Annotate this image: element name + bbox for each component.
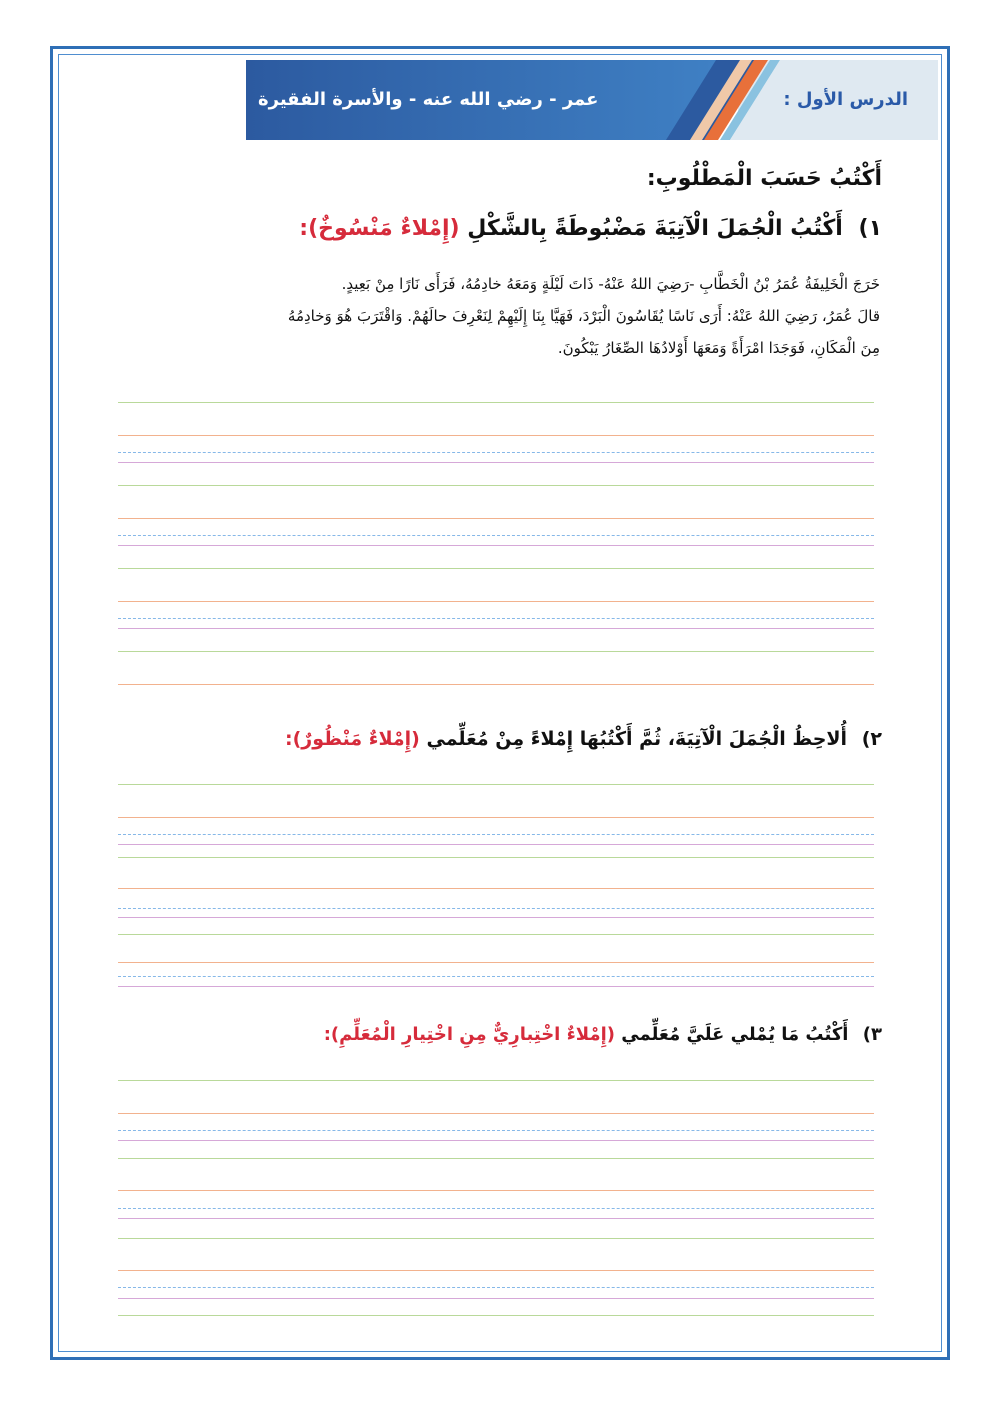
writing-guide-line bbox=[118, 1287, 874, 1288]
question-3-text: أَكْتُبُ مَا يُمْلي عَلَيَّ مُعَلِّمي bbox=[621, 1024, 849, 1045]
writing-guide-line bbox=[118, 568, 874, 569]
writing-guide-line bbox=[118, 857, 874, 858]
writing-guide-line bbox=[118, 1298, 874, 1299]
writing-guide-line bbox=[118, 917, 874, 918]
question-1 bbox=[299, 216, 882, 241]
writing-guide-line bbox=[118, 452, 874, 453]
question-1-number: ١) bbox=[858, 216, 882, 241]
writing-guide-line bbox=[118, 535, 874, 536]
writing-guide-line bbox=[118, 976, 874, 977]
question-3-number: ٣) bbox=[862, 1024, 882, 1045]
writing-guide-line bbox=[118, 485, 874, 486]
question-2-number: ٢) bbox=[861, 728, 882, 750]
writing-guide-line bbox=[118, 1270, 874, 1271]
writing-guide-line bbox=[118, 888, 874, 889]
writing-lines-2[interactable] bbox=[118, 784, 874, 994]
writing-guide-line bbox=[118, 435, 874, 436]
writing-guide-line bbox=[118, 628, 874, 629]
writing-guide-line bbox=[118, 986, 874, 987]
writing-guide-line bbox=[118, 1140, 874, 1141]
writing-guide-line bbox=[118, 1238, 874, 1239]
writing-guide-line bbox=[118, 402, 874, 403]
question-3-tag: (إِمْلاءٌ اخْتِبارِيٌّ مِنِ اخْتِيارِ الْمُعَلِّمِ): bbox=[323, 1024, 616, 1045]
question-2-text: أُلاحِظُ الْجُمَلَ الْآتِيَةَ، ثُمَّ أَكْتُبُهَا إِمْلاءً مِنْ مُعَلِّمي bbox=[426, 728, 848, 750]
passage-line: خَرَجَ الْخَلِيفَةُ عُمَرُ بْنُ الْخَطَّابِ -رَضِيَ اللهُ عَنْهُ- ذَاتَ لَيْلَةٍ وَمَعَهُ خادِمُهُ، فَرَأَى نَارًا مِنْ بَعِيدٍ. bbox=[341, 275, 880, 293]
writing-guide-line bbox=[118, 1080, 874, 1081]
question-1-tag: (إِمْلاءٌ مَنْسُوخٌ): bbox=[299, 216, 460, 241]
lesson-label: الدرس الأول : bbox=[783, 89, 908, 110]
writing-guide-line bbox=[118, 934, 874, 935]
writing-guide-line bbox=[118, 618, 874, 619]
writing-guide-line bbox=[118, 844, 874, 845]
writing-guide-line bbox=[118, 908, 874, 909]
writing-guide-line bbox=[118, 601, 874, 602]
question-2 bbox=[285, 728, 882, 750]
question-2-tag: (إِمْلاءٌ مَنْظُورٌ): bbox=[284, 728, 420, 750]
writing-guide-line bbox=[118, 545, 874, 546]
writing-lines-3[interactable] bbox=[118, 1080, 874, 1340]
writing-guide-line bbox=[118, 962, 874, 963]
writing-guide-line bbox=[118, 1315, 874, 1316]
writing-guide-line bbox=[118, 834, 874, 835]
writing-guide-line bbox=[118, 817, 874, 818]
writing-guide-line bbox=[118, 1158, 874, 1159]
writing-guide-line bbox=[118, 518, 874, 519]
writing-guide-line bbox=[118, 684, 874, 685]
writing-lines-1[interactable] bbox=[118, 402, 874, 692]
writing-guide-line bbox=[118, 784, 874, 785]
writing-guide-line bbox=[118, 1113, 874, 1114]
writing-guide-line bbox=[118, 1130, 874, 1131]
writing-guide-line bbox=[118, 1190, 874, 1191]
lesson-title: عمر - رضي الله عنه - والأسرة الفقيرة bbox=[258, 89, 599, 110]
question-1-text: أَكْتُبُ الْجُمَلَ الْآتِيَةَ مَضْبُوطَةً بِالشَّكْلِ bbox=[467, 216, 843, 241]
writing-guide-line bbox=[118, 462, 874, 463]
question-3 bbox=[324, 1024, 882, 1045]
lesson-header bbox=[246, 60, 938, 140]
passage-line: مِنَ الْمَكَانِ، فَوَجَدَا امْرَأَةً وَمَعَهَا أَوْلادُهَا الصِّغَارُ يَبْكُونَ. bbox=[557, 339, 880, 357]
writing-guide-line bbox=[118, 1208, 874, 1209]
main-instruction: أَكْتُبُ حَسَبَ الْمَطْلُوبِ: bbox=[646, 166, 882, 191]
passage-line: قالَ عُمَرُ، رَضِيَ اللهُ عَنْهُ: أَرَى نَاسًا يُقَاسُونَ الْبَرْدَ، فَهَيَّا بِنَا إِلَيْهِمْ لِنَعْرِفَ حالَهُمْ. وَاقْتَرَبَ هُوَ وَخادِمُهُ bbox=[287, 307, 880, 325]
writing-guide-line bbox=[118, 1218, 874, 1219]
dictation-passage bbox=[110, 268, 880, 364]
writing-guide-line bbox=[118, 651, 874, 652]
